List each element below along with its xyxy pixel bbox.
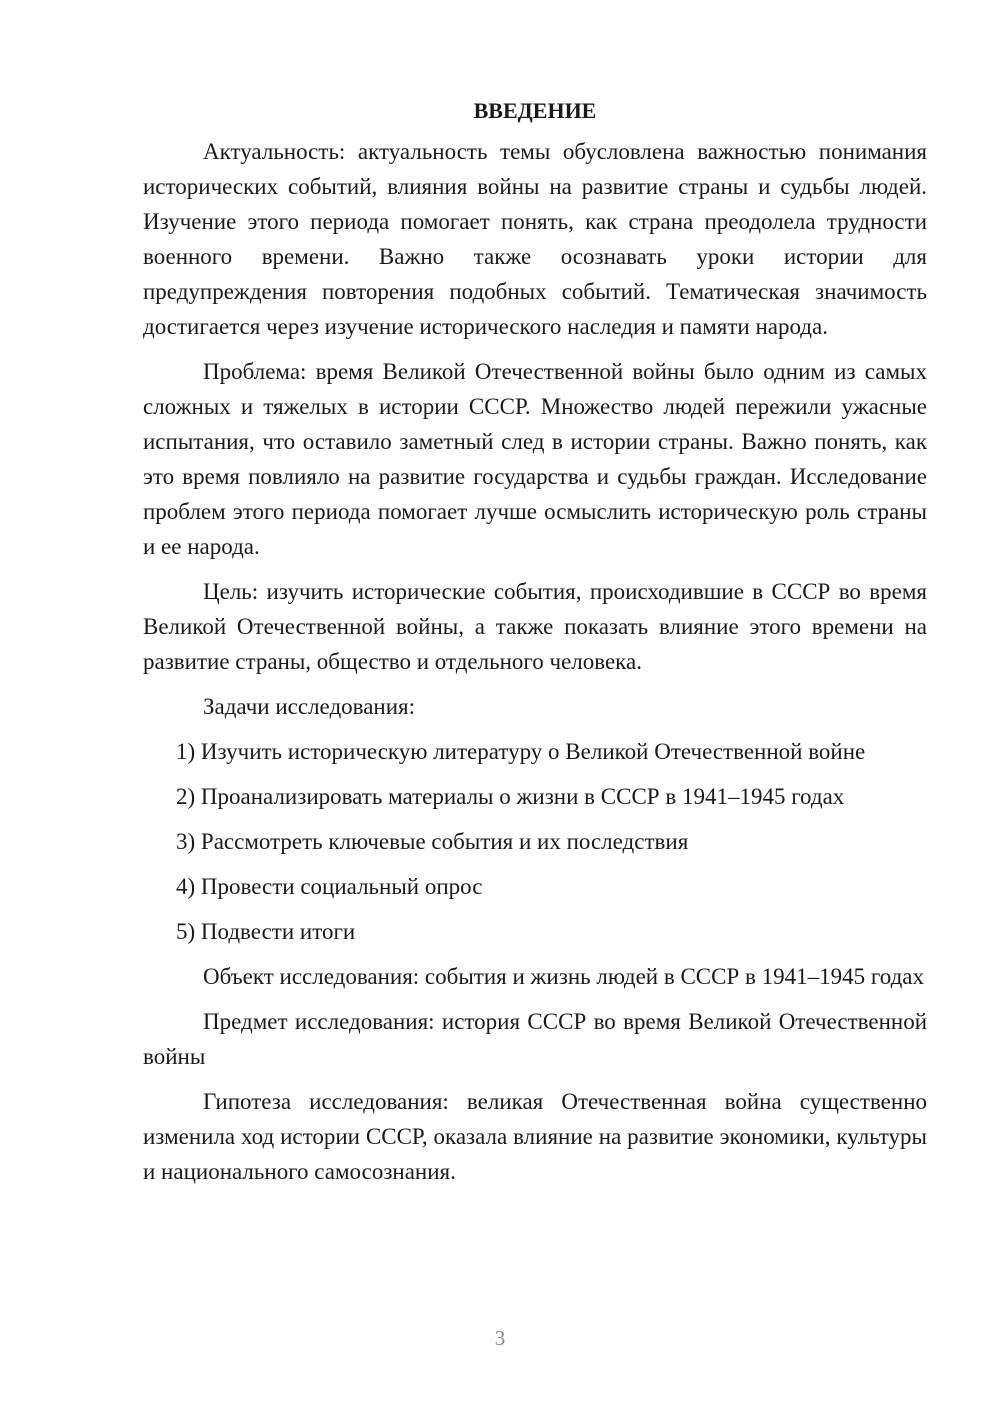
task-item: 4) Провести социальный опрос: [176, 874, 483, 899]
problem-paragraph: Проблема: время Великой Отечественной войны было одним из самых сложных и тяжелых в истории СССР. Множество людей пережили ужасные испытания, что оставило заметный след в истории страны. Важно понять, как это время повлияло на развитие государства и судьбы граждан. Исследование проблем этого периода помогает лучше осмыслить историческую роль страны и ее народа.: [143, 359, 927, 559]
section-title: ВВЕДЕНИЕ: [473, 98, 597, 123]
page-number: 3: [494, 1326, 506, 1350]
task-item: 3) Рассмотреть ключевые события и их последствия: [176, 829, 689, 854]
task-item: 2) Проанализировать материалы о жизни в СССР в 1941–1945 годах: [176, 784, 845, 809]
goal-paragraph: Цель: изучить исторические события, происходившие в СССР во время Великой Отечественной войны, а также показать влияние этого времени на развитие страны, общество и отдельного человека.: [143, 579, 927, 674]
object-paragraph: Объект исследования: события и жизнь людей в СССР в 1941–1945 годах: [203, 964, 924, 989]
task-list: [143, 734, 927, 949]
document-page: [143, 96, 927, 1199]
task-item: 1) Изучить историческую литературу о Великой Отечественной войне: [176, 739, 866, 764]
hypothesis-paragraph: Гипотеза исследования: великая Отечественная война существенно изменила ход истории СССР, оказала влияние на развитие экономики, культуры и национального самосознания.: [143, 1089, 927, 1184]
relevance-paragraph: Актуальность: актуальность темы обусловлена важностью понимания исторических событий, влияния войны на развитие страны и судьбы людей. Изучение этого периода помогает понять, как страна преодолела трудности военного времени. Важно также осознавать уроки истории для предупреждения повторения подобных событий. Тематическая значимость достигается через изучение исторического наследия и памяти народа.: [143, 139, 927, 339]
tasks-label: Задачи исследования:: [203, 694, 416, 719]
subject-paragraph: Предмет исследования: история СССР во время Великой Отечественной войны: [143, 1009, 927, 1069]
task-item: 5) Подвести итоги: [176, 919, 356, 944]
